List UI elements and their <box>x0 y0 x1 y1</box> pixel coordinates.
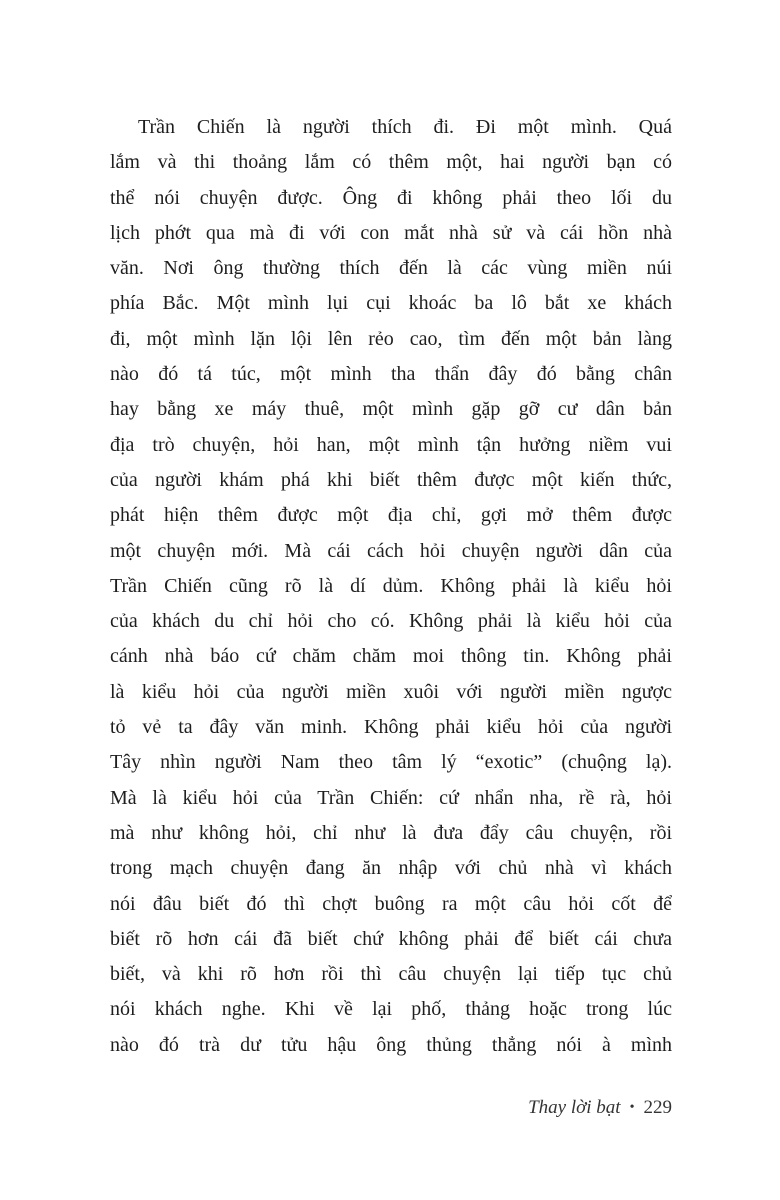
footer-section-title: Thay lời bạt <box>528 1097 621 1118</box>
text-line: nói đâu biết đó thì chợt buông ra một câu hỏi cốt để <box>110 892 672 915</box>
text-line: nào đó trà dư tửu hậu ông thủng thẳng nói à mình <box>110 1033 672 1056</box>
text-line: của khách du chỉ hỏi cho có. Không phải là kiểu hỏi của <box>110 610 672 633</box>
text-line: địa trò chuyện, hỏi han, một mình tận hưởng niềm vui <box>110 433 672 456</box>
text-line: nào đó tá túc, một mình tha thẩn đây đó bằng chân <box>110 363 672 386</box>
text-line: nói khách nghe. Khi về lại phố, thảng hoặc trong lúc <box>110 998 672 1021</box>
body-text-block <box>110 110 672 1063</box>
footer-separator-dot: • <box>629 1100 635 1115</box>
text-line: lắm và thi thoảng lắm có thêm một, hai người bạn có <box>110 151 672 174</box>
text-line: lịch phớt qua mà đi với con mắt nhà sử và cái hồn nhà <box>110 221 672 244</box>
text-line: của người khám phá khi biết thêm được một kiến thức, <box>110 468 672 491</box>
text-line: mà như không hỏi, chỉ như là đưa đẩy câu chuyện, rồi <box>110 821 672 844</box>
text-line: cánh nhà báo cứ chăm chăm moi thông tin. Không phải <box>110 645 672 668</box>
text-line: biết, và khi rõ hơn rồi thì câu chuyện lại tiếp tục chủ <box>110 963 672 986</box>
text-line: phía Bắc. Một mình lụi cụi khoác ba lô bắt xe khách <box>110 292 672 315</box>
text-line: Trần Chiến là người thích đi. Đi một mình. Quá <box>138 116 672 138</box>
text-line: phát hiện thêm được một địa chỉ, gợi mở thêm được <box>110 504 672 527</box>
footer-page-number: 229 <box>643 1097 672 1118</box>
text-line: tỏ vẻ ta đây văn minh. Không phải kiểu hỏi của người <box>110 716 672 739</box>
text-line: Mà là kiểu hỏi của Trần Chiến: cứ nhẩn nha, rề rà, hỏi <box>110 786 672 809</box>
text-line: Tây nhìn người Nam theo tâm lý “exotic” (chuộng lạ). <box>110 751 672 774</box>
text-line: văn. Nơi ông thường thích đến là các vùng miền núi <box>110 257 672 280</box>
page-footer <box>528 1096 672 1120</box>
text-line: hay bằng xe máy thuê, một mình gặp gỡ cư dân bản <box>110 398 672 421</box>
text-line: trong mạch chuyện đang ăn nhập với chủ nhà vì khách <box>110 857 672 880</box>
text-line: biết rõ hơn cái đã biết chứ không phải để biết cái chưa <box>110 927 672 950</box>
text-line: là kiểu hỏi của người miền xuôi với người miền ngược <box>110 680 672 703</box>
text-line: thể nói chuyện được. Ông đi không phải theo lối du <box>110 186 672 209</box>
text-line: Trần Chiến cũng rõ là dí dủm. Không phải là kiểu hỏi <box>110 574 672 597</box>
text-line: một chuyện mới. Mà cái cách hỏi chuyện người dân của <box>110 539 672 562</box>
text-line: đi, một mình lặn lội lên rẻo cao, tìm đến một bản làng <box>110 327 672 350</box>
